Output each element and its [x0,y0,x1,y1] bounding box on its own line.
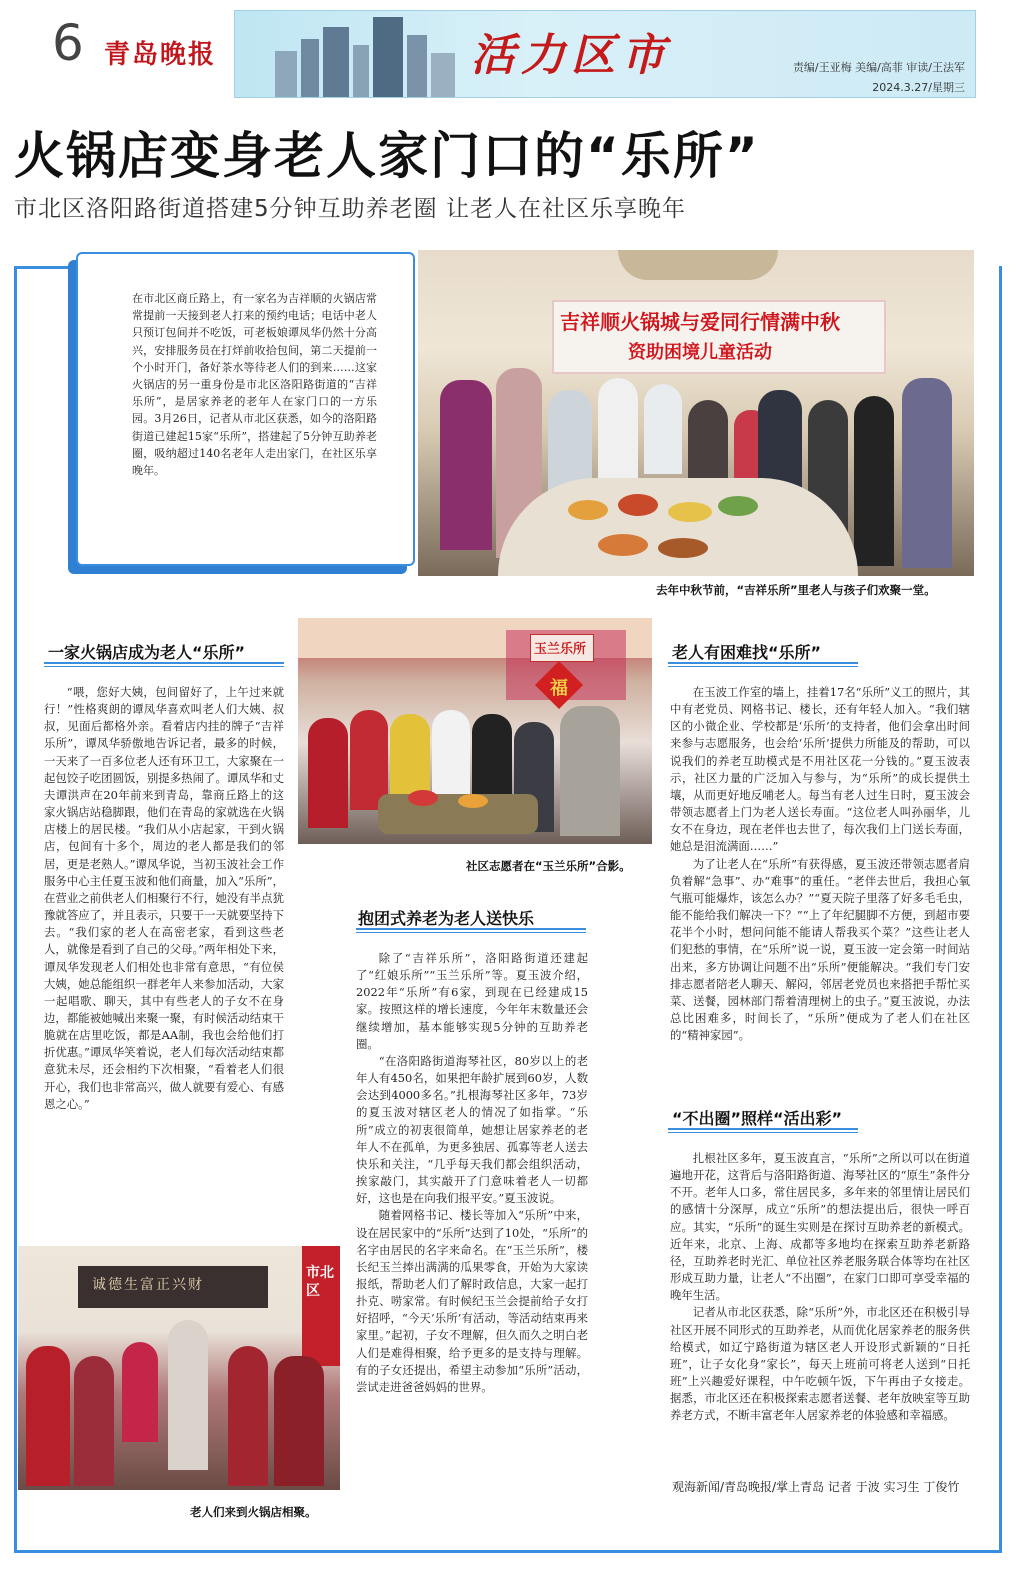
event-banner-line2: 资助困境儿童活动 [628,342,772,363]
frame-border-left [14,266,17,1552]
heading-underline [44,662,284,664]
photo-elderly-hotpot [18,1246,340,1490]
photo-caption-bottom: 老人们来到火锅店相聚。 [190,1505,317,1519]
article-column-1 [44,684,284,1113]
heading-underline [668,1132,858,1133]
article-paragraph: “在洛阳路街道海琴社区，80岁以上的老年人有450名，如果把年龄扩展到60岁，人数会达到4000多名。”扎根海琴社区多年，73岁的夏玉波对辖区老人的情况了如指掌。“乐所”成立的初衷很简单，她想让居家养老的老年人不在孤单，为更多独居、孤寡等老人送去快乐和关注，“几乎每天我们都会组织活动，挨家敲门，其实敲开了门意味着老人一切都好，这也是在向我们报平安。”夏玉波说。 [356,1053,588,1206]
article-column-2 [356,950,588,1396]
heading-underline [668,1128,858,1130]
lead-paragraph: 在市北区商丘路上，有一家名为吉祥顺的火锅店常常提前一天接到老人打来的预约电话；电话中老人只预订包间并不吃饭，可老板娘谭凤华仍然十分高兴，安排服务员在打烊前收拾包间，第二天提前一个小时开门，备好茶水等待老人们的到来……这家火锅店的另一重身份是市北区洛阳路街道的“吉祥乐所”，是居家养老的老年人在家门口的一方乐园。3月26日，记者从市北区获悉，如今的洛阳路街道已建起15家“乐所”，搭建起了5分钟互助养老圈，吸纳超过140名老年人走出家门，在社区乐享晚年。 [132,292,377,478]
issue-date: 2024.3.27/星期三 [872,81,965,94]
article-column-3 [670,684,970,1044]
section-heading-hotpot: 一家火锅店成为老人“乐所” [48,643,246,662]
section-heading-group-care: 抱团式养老为老人送快乐 [358,909,535,928]
byline: 观海新闻/青岛晚报/掌上青岛 记者 于波 实习生 丁俊竹 [672,1480,960,1494]
heading-underline [668,662,858,664]
section-heading-help: 老人有困难找“乐所” [672,643,822,662]
district-sign: 市北区 [306,1265,334,1299]
photo-yulan-volunteers [298,618,652,844]
heading-underline [356,928,586,930]
headline: 火锅店变身老人家门口的“乐所” [14,127,760,185]
frame-border-right [999,266,1002,1553]
editors-line: 责编/王亚梅 美编/高菲 审读/王法军 [792,61,965,74]
frame-border-bottom [14,1550,1002,1553]
section-heading-stay-close: “不出圈”照样“活出彩” [672,1109,843,1128]
subheadline: 市北区洛阳路街道搭建5分钟互助养老圈 让老人在社区乐享晚年 [14,196,686,222]
yulan-sign-text: 玉兰乐所 [534,642,587,657]
article-paragraph: 在玉波工作室的墙上，挂着17名“乐所”义工的照片，其中有老党员、网格书记、楼长，还有年轻人加入。“我们辖区的小微企业、学校都是‘乐所’的支持者，他们会拿出时间来参与志愿服务，也会给‘乐所’提供力所能及的帮助，可以说我们的养老互助模式是不用社区花一分钱的。”夏玉波表示，社区力量的广泛加入与参与，为“乐所”的成长提供土壤，从而更好地反哺老人。每当有老人过生日时，夏玉波会带领志愿者上门为老人送长寿面。“这位老人叫孙丽华，儿女不在身边，现在老伴也去世了，每次我们上门送长寿面，她总是泪流满面……” [670,685,970,854]
heading-underline [44,666,284,667]
article-column-4 [670,1150,970,1425]
article-paragraph: 随着网格书记、楼长等加入“乐所”中来，设在居民家中的“乐所”达到了10处，“乐所”的名字由居民的名字来命名。在“玉兰乐所”，楼长纪玉兰捧出满满的瓜果零食，开始为大家读报纸，帮助老人们了解时政信息，大家一起打扑克、唠家常。有时候纪玉兰会提前给子女打好招呼，“今天‘乐所’有活动，等活动结束再来家里。”起初，子女不理解，但久而久之明白老人们是难得相聚，给予更多的是支持与理解。有的子女还提出，希望主动参加“乐所”活动，尝试走进爸爸妈妈的世界。 [356,1208,588,1394]
photo-caption-top: 去年中秋节前，“吉祥乐所”里老人与孩子们欢聚一堂。 [656,583,936,597]
article-paragraph: 扎根社区多年，夏玉波直言，“乐所”之所以可以在街道遍地开花，这背后与洛阳路街道、海琴社区的“原生”条件分不开。老年人口多，常住居民多，多年来的邻里情让居民们的感情十分深厚，成立“乐所”的想法提出后，很快一呼百应。其实，“乐所”的诞生实则是在探讨互助养老的新模式。近年来，北京、上海、成都等多地均在探索互助养老新路径，互助养老时光汇、单位社区养老服务联合体等均在社区形成互助力量，让老人“不出圈”，在家门口即可享受幸福的晚年生活。 [670,1151,970,1303]
heading-underline [356,932,586,933]
event-banner-line1: 吉祥顺火锅城与爱同行情满中秋 [560,310,840,334]
article-paragraph: 为了让老人在“乐所”有获得感，夏玉波还带领志愿者肩负着解“急事”、办“难事”的重任。“老伴去世后，我担心氧气瓶可能爆炸，该怎么办？”“夏天院子里落了好多毛毛虫，能不能给我们解决一下？”“上了年纪腿脚不方便，到超市要花半个小时，想问问能不能请人帮我买个菜？”这些让老人们犯愁的事情，在“乐所”说一说，夏玉波一定会第一时间站出来，多方协调让问题不出“乐所”便能解决。“我们专门安排志愿者陪老人聊天、解闷，邻居老党员也来搭把手帮忙买菜、送餐，园林部门帮着清理树上的虫子。”夏玉波说，办法总比困难多，时间长了，“乐所”便成为了老人们在社区的“精神家园”。 [670,856,970,1043]
frame-border-top [14,266,74,269]
photo-caption-middle: 社区志愿者在“玉兰乐所”合影。 [466,859,631,873]
fu-text: 福 [550,678,568,699]
article-paragraph: “喂，您好大姨，包间留好了，上午过来就行！”性格爽朗的谭凤华喜欢叫老人们大姨、叔叔，见面后都格外亲。看着店内挂的牌子“吉祥乐所”，谭凤华骄傲地告诉记者，最多的时候，一天来了一百多位老人还有环卫工，大家聚在一起包饺子吃团圆饭，别提多热闹了。谭凤华和丈夫谭洪声在20年前来到青岛，靠商丘路上的这家火锅店站稳脚跟，他们在青岛的家就选在火锅店楼上的居民楼。“我们从小店起家，干到火锅店，包间有十多个，周边的老人都是我们的邻居，更是老熟人。”谭凤华说，当初玉波社会工作服务中心主任夏玉波和他们商量，加入“乐所”，在营业之前供老人们相聚行不行，她没有半点犹豫就答应了，并且表示，只要干一天就要坚持下去。“我们家的老人在高密老家，看到这些老人，就像是看到了自己的父母。”两年相处下来，谭凤华发现老人们相处也非常有意思，“有位侯大姨，她总能组织一群老年人来参加活动，大家一起唱歌、聊天，其中有些老人的子女不在身边，都能被她喊出来聚一聚，有时候活动结束干脆就在店里吃饭，都是AA制，我也会给他们打折优惠。”谭凤华笑着说，老人们每次活动结束都意犹未尽，还会相约下次相聚，“看着老人们很开心，我们也非常高兴，做人就要有爱心、有感恩之心。” [44,685,284,1111]
calligraphy-sign: 诚德生富正兴财 [92,1277,204,1293]
article-paragraph: 记者从市北区获悉，除“乐所”外，市北区还在积极引导社区开展不同形式的互助养老，从而优化居家养老的服务供给模式，如辽宁路街道为辖区老人开设形式新颖的“日托班”，让子女化身“家长”，每天上班前可将老人送到“日托班”上兴趣爱好课程，中午吃顿午饭，下午再由子女接走。据悉，市北区还在积极探索志愿者送餐、老年放映室等互助养老方式，不断丰富老年人居家养老的体验感和幸福感。 [670,1305,970,1423]
article-paragraph: 除了“吉祥乐所”，洛阳路街道还建起了“红娘乐所”“玉兰乐所”等。夏玉波介绍，2022年“乐所”有6家，到现在已经建成15家。按照这样的增长速度，今年年末数量还会继续增加，基本能够实现5分钟的互助养老圈。 [356,951,588,1051]
section-title: 活力区市 [471,30,671,81]
photo-mid-autumn-gathering [418,250,974,576]
page-number: 6 [52,14,84,72]
heading-underline [668,666,858,667]
newspaper-name: 青岛晚报 [104,40,217,70]
section-banner [234,10,976,98]
